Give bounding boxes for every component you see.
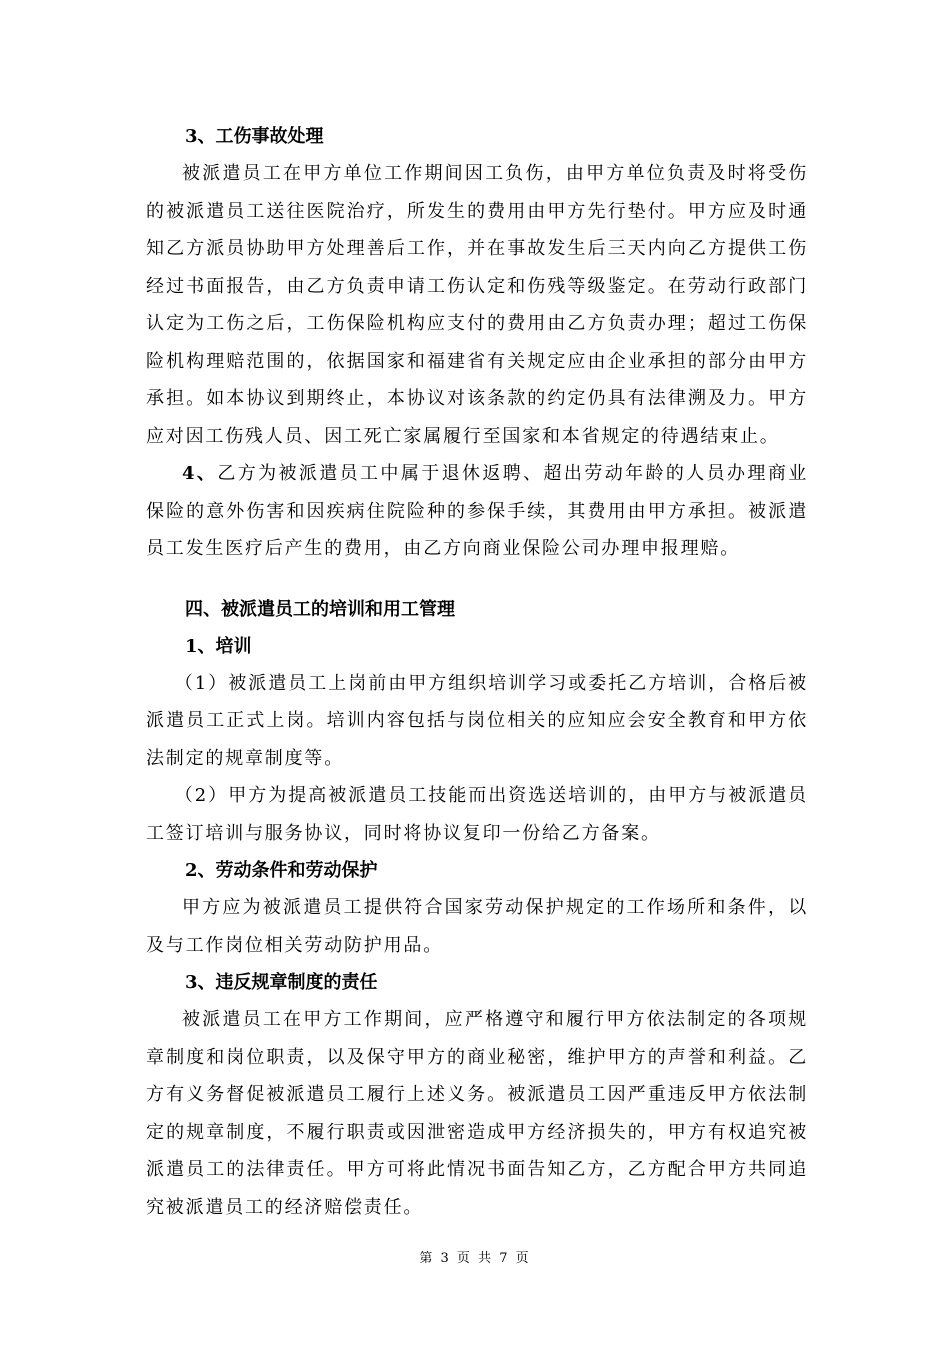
section-4-paragraph: [146, 455, 808, 568]
section-3-paragraph: 被派遣员工在甲方单位工作期间因工负伤，由甲方单位负责及时将受伤的被派遣员工送往医院治疗，所发生的费用由甲方先行垫付。甲方应及时通知乙方派员协助甲方处理善后工作，并在事故发生后三天内向乙方提供工伤经过书面报告，由乙方负责申请工伤认定和伤残等级鉴定。在劳动行政部门认定为工伤之后，工伤保险机构应支付的费用由乙方负责办理；超过工伤保险机构理赔范围的，依据国家和福建省有关规定应由企业承担的部分由甲方承担。如本协议到期终止，本协议对该条款的约定仍具有法律溯及力。甲方应对因工伤残人员、因工死亡家属履行至国家和本省规定的待遇结束止。: [146, 163, 808, 447]
training-item-1: （1）被派遣员工上岗前由甲方组织培训学习或委托乙方培训，合格后被派遣员工正式上岗。培训内容包括与岗位相关的应知应会安全教育和甲方依法制定的规章制度等。: [146, 672, 808, 769]
section-4-number: 4、: [182, 463, 218, 484]
labor-conditions-paragraph: 甲方应为被派遣员工提供符合国家劳动保护规定的工作场所和条件，以及与工作岗位相关劳动防护用品。: [146, 897, 808, 956]
labor-conditions-heading: 2、劳动条件和劳动保护: [185, 860, 378, 881]
section-4-text: 乙方为被派遣员工中属于退休返聘、超出劳动年龄的人员办理商业保险的意外伤害和因疾病住院险种的参保手续，其费用由甲方承担。被派遣员工发生医疗后产生的费用，由乙方向商业保险公司办理申报理赔。: [146, 463, 809, 559]
page-footer: 第 3 页 共 7 页: [419, 1251, 531, 1266]
rules-violation-paragraph: 被派遣员工在甲方工作期间，应严格遵守和履行甲方依法制定的各项规章制度和岗位职责，以及保守甲方的商业秘密，维护甲方的声誉和利益。乙方有义务督促被派遣员工履行上述义务。被派遣员工因严重违反甲方依法制定的规章制度，不履行职责或因泄密造成甲方经济损失的，甲方有权追究被派遣员工的法律责任。甲方可将此情况书面告知乙方，乙方配合甲方共同追究被派遣员工的经济赔偿责任。: [146, 1009, 808, 1218]
document-body: [146, 118, 808, 1226]
chapter-4-heading: 四、被派遣员工的培训和用工管理: [185, 598, 455, 620]
training-item-2: （2）甲方为提高被派遣员工技能而出资选送培训的，由甲方与被派遣员工签订培训与服务协议，同时将协议复印一份给乙方备案。: [146, 785, 808, 844]
training-heading: 1、培训: [185, 635, 252, 657]
section-3-heading: 3、工伤事故处理: [185, 126, 324, 147]
rules-violation-heading: 3、违反规章制度的责任: [185, 972, 378, 993]
